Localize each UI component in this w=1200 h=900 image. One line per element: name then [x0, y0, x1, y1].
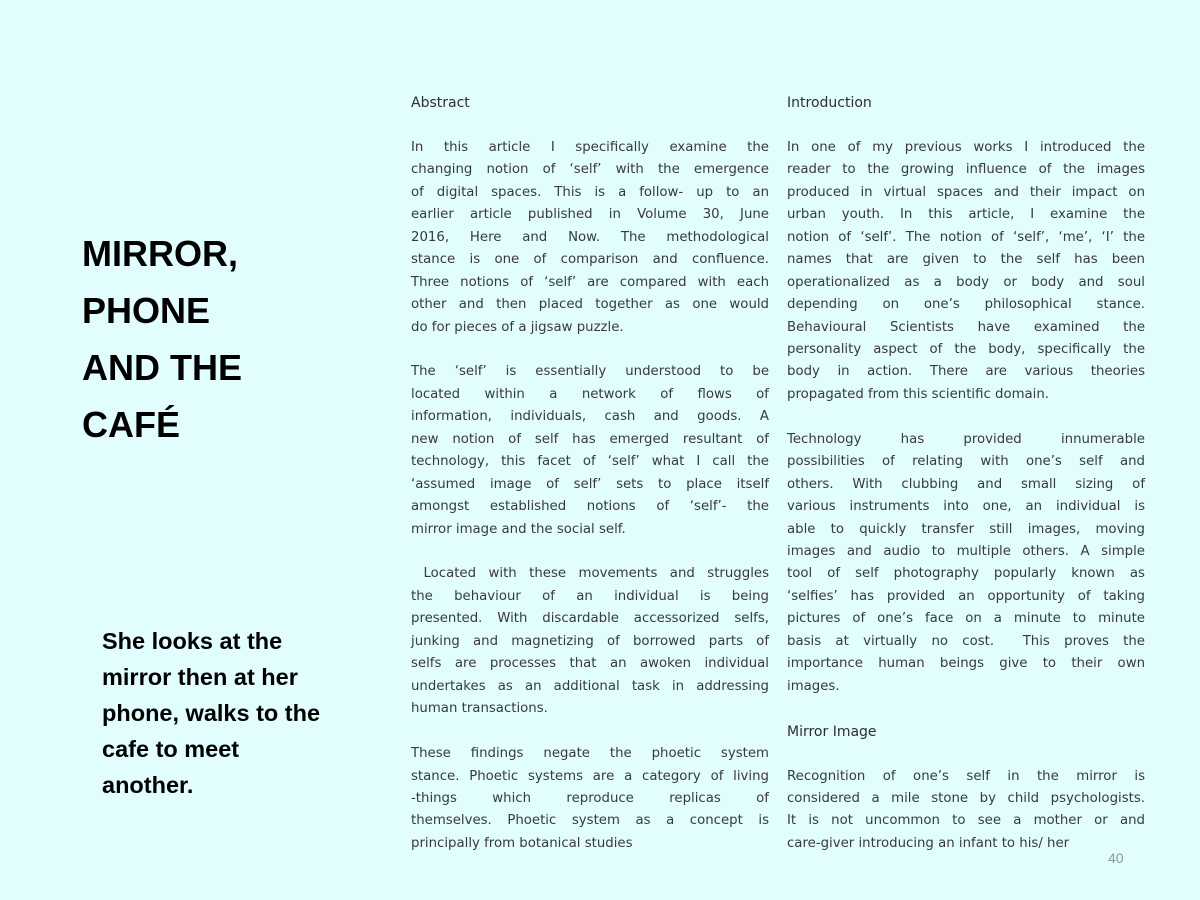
spacer: [787, 698, 1145, 720]
text-line: selfs are processes that an awoken individual: [411, 656, 769, 672]
abstract-heading: Abstract: [411, 95, 470, 111]
spacer: [411, 339, 769, 361]
text-line: tool of self photography popularly known as: [787, 566, 1145, 582]
introduction-paragraph-2: [787, 429, 1145, 698]
article-column-right: [787, 92, 1145, 855]
spacer: [411, 721, 769, 743]
caption-line: cafe to meet: [102, 736, 240, 762]
slide-title-line: MIRROR,: [82, 233, 238, 274]
spacer: [787, 114, 1145, 136]
caption-line: She looks at the: [102, 628, 283, 654]
text-line: names that are given to the self has been: [787, 252, 1145, 268]
text-line: undertakes as an additional task in addressing: [411, 678, 769, 694]
text-line: Behavioural Scientists have examined the: [787, 319, 1145, 335]
text-line: principally from botanical studies: [411, 835, 633, 851]
text-line: technology, this facet of ‘self’ what I call the: [411, 454, 769, 470]
text-line: Technology has provided innumerable: [787, 431, 1145, 447]
slide-title: [82, 225, 312, 453]
slide-title-line: CAFÉ: [82, 404, 180, 445]
article-column-left: [411, 92, 769, 855]
text-line: themselves. Phoetic system as a concept is: [411, 813, 769, 829]
text-line: -things which reproduce replicas of: [411, 790, 769, 806]
text-line: produced in virtual spaces and their impact on: [787, 184, 1145, 200]
text-line: mirror image and the social self.: [411, 521, 626, 537]
text-line: body in action. There are various theories: [787, 364, 1145, 380]
text-line: urban youth. In this article, I examine the: [787, 207, 1145, 223]
mirror-image-paragraph: [787, 766, 1145, 856]
text-line: junking and magnetizing of borrowed parts of: [411, 633, 769, 649]
spacer: [787, 743, 1145, 765]
caption-line: phone, walks to the: [102, 700, 321, 726]
text-line: earlier article published in Volume 30, June: [411, 207, 769, 223]
introduction-paragraph-1: [787, 137, 1145, 406]
text-line: changing notion of ‘self’ with the emergence: [411, 162, 769, 178]
abstract-paragraph-1: [411, 137, 769, 339]
spacer: [411, 114, 769, 136]
text-line: others. With clubbing and small sizing of: [787, 476, 1145, 492]
slide-title-line: PHONE: [82, 290, 211, 331]
text-line: images.: [787, 678, 840, 694]
text-line: It is not uncommon to see a mother or and: [787, 813, 1145, 829]
text-line: considered a mile stone by child psychologists.: [787, 790, 1145, 806]
text-line: presented. With discardable accessorized selfs,: [411, 611, 769, 627]
text-line: of digital spaces. This is a follow- up to an: [411, 184, 769, 200]
text-line: amongst established notions of ‘self’- the: [411, 499, 769, 515]
text-line: information, individuals, cash and goods. A: [411, 409, 769, 425]
text-line: do for pieces of a jigsaw puzzle.: [411, 319, 624, 335]
page-number: 40: [1108, 850, 1124, 866]
text-line: stance. Phoetic systems are a category of living: [411, 768, 769, 784]
text-line: personality aspect of the body, specifically the: [787, 341, 1145, 357]
abstract-paragraph-4: [411, 743, 769, 855]
text-line: ‘selfies’ has provided an opportunity of taking: [787, 588, 1145, 604]
text-line: Recognition of one’s self in the mirror is: [787, 768, 1145, 784]
text-line: various instruments into one, an individual is: [787, 499, 1145, 515]
text-line: able to quickly transfer still images, moving: [787, 521, 1145, 537]
mirror-image-heading: Mirror Image: [787, 723, 877, 740]
text-line: possibilities of relating with one’s self and: [787, 454, 1145, 470]
text-line: care-giver introducing an infant to his/ her: [787, 835, 1070, 851]
text-line: 2016, Here and Now. The methodological: [411, 229, 769, 245]
text-line: importance human beings give to their own: [787, 656, 1145, 672]
caption-line: another.: [102, 772, 194, 798]
text-line: In one of my previous works I introduced the: [787, 139, 1145, 155]
abstract-paragraph-2: [411, 361, 769, 541]
text-line: basis at virtually no cost. This proves the: [787, 633, 1145, 649]
text-line: stance is one of comparison and confluence.: [411, 252, 769, 268]
text-line: depending on one’s philosophical stance.: [787, 297, 1145, 313]
text-line: reader to the growing influence of the images: [787, 162, 1145, 178]
introduction-heading: Introduction: [787, 95, 872, 111]
text-line: In this article I specifically examine the: [411, 139, 769, 155]
spacer: [411, 541, 769, 563]
slide-title-line: AND THE: [82, 347, 242, 388]
abstract-paragraph-3: [411, 563, 769, 720]
caption-line: mirror then at her: [102, 664, 298, 690]
text-line: notion of ‘self’. The notion of ‘self’, ‘me’, ‘I’ the: [787, 229, 1145, 245]
text-line: images and audio to multiple others. A simple: [787, 544, 1145, 560]
text-line: These findings negate the phoetic system: [411, 746, 769, 762]
text-line: new notion of self has emerged resultant of: [411, 431, 769, 447]
text-line: human transactions.: [411, 701, 548, 717]
text-line: operationalized as a body or body and soul: [787, 274, 1145, 290]
text-line: the behaviour of an individual is being: [411, 588, 769, 604]
text-line: ‘assumed image of self’ sets to place itself: [411, 476, 769, 492]
text-line: other and then placed together as one would: [411, 297, 769, 313]
slide-caption: [102, 623, 372, 803]
text-line: Located with these movements and struggles: [411, 566, 769, 582]
text-line: propagated from this scientific domain.: [787, 386, 1050, 402]
text-line: pictures of one’s face on a minute to minute: [787, 611, 1145, 627]
text-line: located within a network of flows of: [411, 386, 769, 402]
spacer: [787, 406, 1145, 428]
text-line: The ‘self’ is essentially understood to be: [411, 364, 769, 380]
text-line: Three notions of ‘self’ are compared with each: [411, 274, 769, 290]
